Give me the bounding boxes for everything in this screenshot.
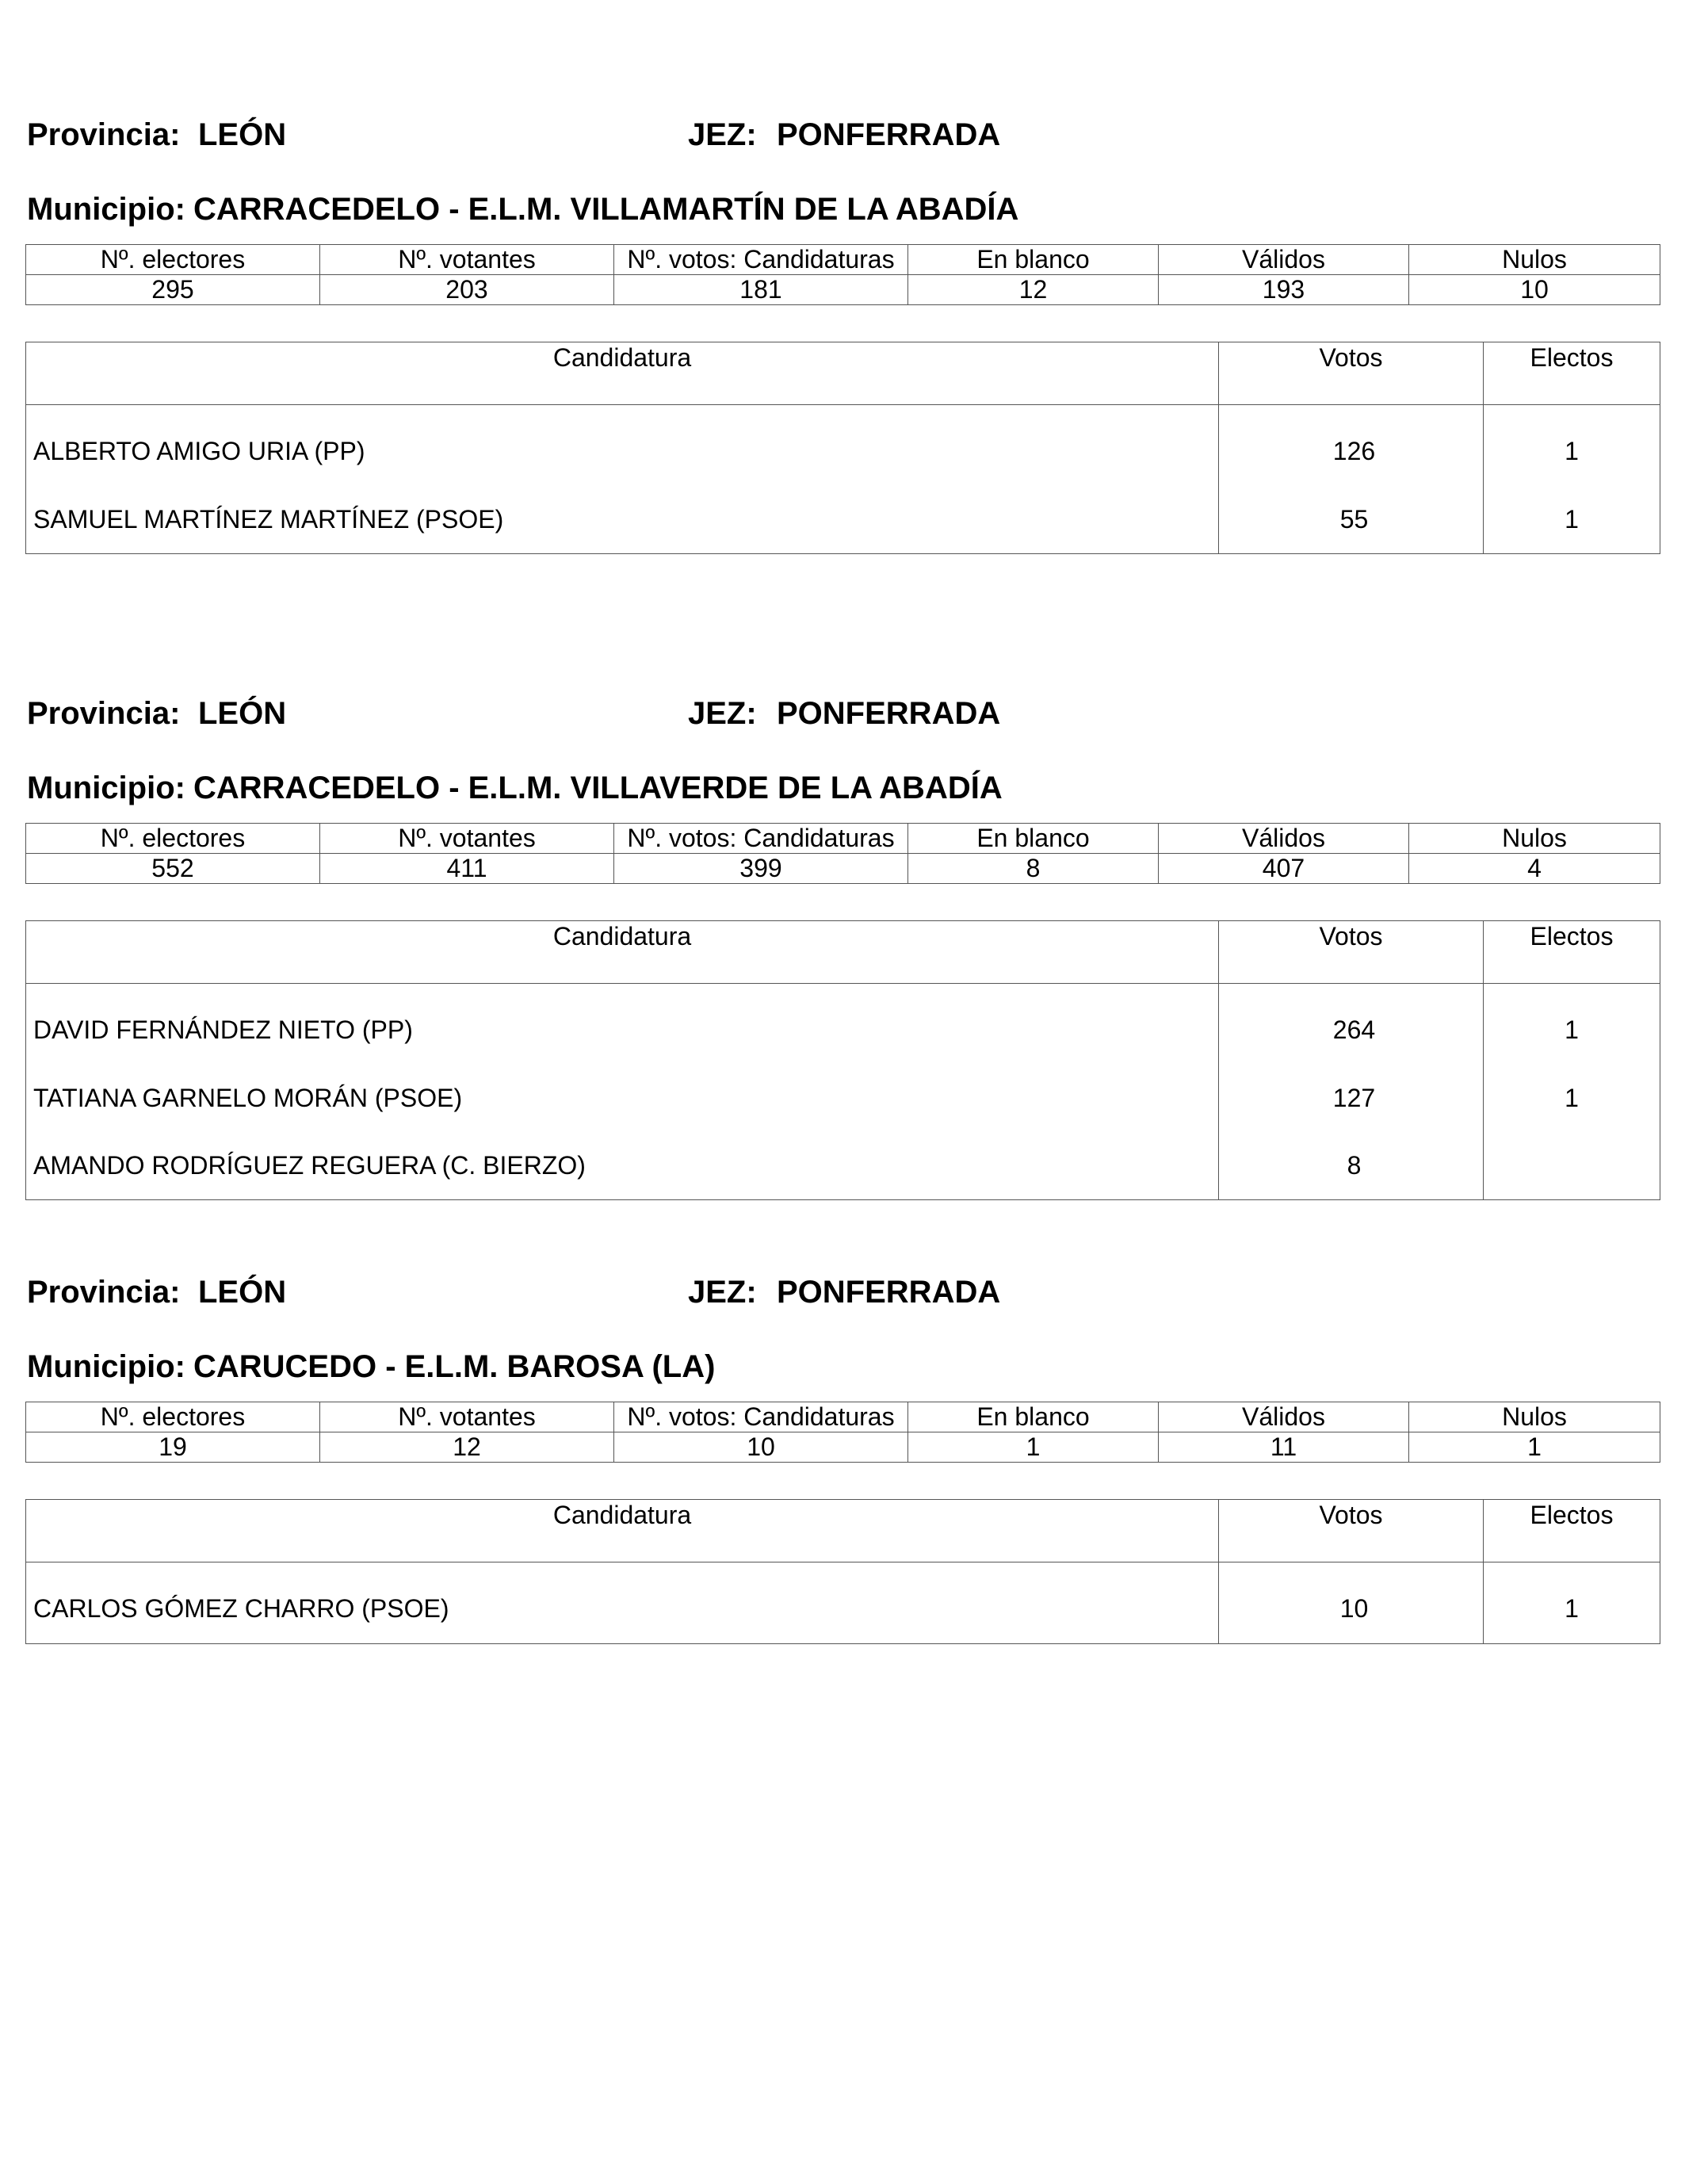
stats-header-cell: Nº. votos: Candidaturas xyxy=(614,245,908,275)
stats-value-cell: 10 xyxy=(614,1432,908,1463)
candidate-electos: 1 xyxy=(1484,984,1660,1065)
stats-value-cell: 295 xyxy=(26,275,320,305)
candidatura-header: Candidatura xyxy=(26,921,1219,984)
candidate-name: TATIANA GARNELO MORÁN (PSOE) xyxy=(26,1065,1219,1132)
candidate-votos: 264 xyxy=(1219,984,1484,1065)
provincia-label: Provincia: xyxy=(27,1275,181,1310)
candidate-electos xyxy=(1484,1132,1660,1200)
electos-header: Electos xyxy=(1484,921,1660,984)
table-row xyxy=(26,984,1660,1065)
stats-value-row xyxy=(26,275,1660,305)
jez-label: JEZ: xyxy=(688,696,757,731)
municipality-section xyxy=(25,690,1660,1180)
header-line xyxy=(25,111,1660,159)
municipio-line xyxy=(27,1343,715,1390)
candidate-votos: 10 xyxy=(1219,1562,1484,1644)
header-line xyxy=(25,1268,1660,1316)
electos-header: Electos xyxy=(1484,342,1660,405)
candidate-electos: 1 xyxy=(1484,405,1660,487)
municipality-section xyxy=(25,111,1660,534)
stats-header-cell: Nulos xyxy=(1409,824,1660,854)
candidate-electos: 1 xyxy=(1484,486,1660,554)
electos-header: Electos xyxy=(1484,1500,1660,1562)
stats-value-cell: 4 xyxy=(1409,854,1660,884)
stats-table xyxy=(25,1402,1660,1463)
stats-header-cell: Nº. electores xyxy=(26,824,320,854)
stats-value-cell: 407 xyxy=(1159,854,1409,884)
stats-header-row xyxy=(26,245,1660,275)
stats-header-cell: Nº. votantes xyxy=(320,824,614,854)
candidates-header-row xyxy=(26,921,1660,984)
stats-header-cell: En blanco xyxy=(908,245,1159,275)
stats-value-cell: 193 xyxy=(1159,275,1409,305)
stats-header-cell: Nº. electores xyxy=(26,1402,320,1432)
municipio-value: CARRACEDELO - E.L.M. VILLAVERDE DE LA ABADÍA xyxy=(193,771,1003,805)
candidate-electos: 1 xyxy=(1484,1065,1660,1132)
jez-label: JEZ: xyxy=(688,1275,757,1310)
candidate-electos: 1 xyxy=(1484,1562,1660,1644)
provincia-value: LEÓN xyxy=(198,117,287,152)
stats-value-cell: 399 xyxy=(614,854,908,884)
stats-table xyxy=(25,823,1660,884)
provincia-label: Provincia: xyxy=(27,696,181,731)
stats-header-cell: En blanco xyxy=(908,824,1159,854)
stats-value-cell: 181 xyxy=(614,275,908,305)
votos-header: Votos xyxy=(1219,921,1484,984)
candidatura-header: Candidatura xyxy=(26,1500,1219,1562)
stats-value-cell: 12 xyxy=(908,275,1159,305)
stats-header-cell: Válidos xyxy=(1159,245,1409,275)
stats-header-cell: Nº. electores xyxy=(26,245,320,275)
table-row xyxy=(26,405,1660,487)
candidate-votos: 126 xyxy=(1219,405,1484,487)
municipio-label: Municipio: xyxy=(27,771,185,805)
municipio-value: CARRACEDELO - E.L.M. VILLAMARTÍN DE LA ABADÍA xyxy=(193,192,1019,227)
stats-header-cell: Nulos xyxy=(1409,245,1660,275)
stats-header-cell: Nº. votos: Candidaturas xyxy=(614,1402,908,1432)
jez-label: JEZ: xyxy=(688,117,757,152)
candidate-name: SAMUEL MARTÍNEZ MARTÍNEZ (PSOE) xyxy=(26,486,1219,554)
municipio-label: Municipio: xyxy=(27,192,185,227)
stats-table xyxy=(25,244,1660,305)
candidate-name: ALBERTO AMIGO URIA (PP) xyxy=(26,405,1219,487)
stats-value-cell: 11 xyxy=(1159,1432,1409,1463)
candidate-votos: 127 xyxy=(1219,1065,1484,1132)
votos-header: Votos xyxy=(1219,342,1484,405)
jez-value: PONFERRADA xyxy=(777,117,1001,152)
municipio-label: Municipio: xyxy=(27,1349,185,1384)
stats-header-cell: Válidos xyxy=(1159,1402,1409,1432)
municipio-line xyxy=(27,186,1018,233)
provincia-label: Provincia: xyxy=(27,117,181,152)
stats-value-cell: 12 xyxy=(320,1432,614,1463)
jez-value: PONFERRADA xyxy=(777,696,1001,731)
stats-value-cell: 203 xyxy=(320,275,614,305)
table-row xyxy=(26,1132,1660,1200)
stats-value-cell: 552 xyxy=(26,854,320,884)
candidates-table xyxy=(25,920,1660,1200)
candidates-header-row xyxy=(26,342,1660,405)
stats-value-row xyxy=(26,854,1660,884)
candidate-name: CARLOS GÓMEZ CHARRO (PSOE) xyxy=(26,1562,1219,1644)
candidate-votos: 8 xyxy=(1219,1132,1484,1200)
provincia-value: LEÓN xyxy=(198,696,287,731)
table-row xyxy=(26,1065,1660,1132)
stats-value-cell: 8 xyxy=(908,854,1159,884)
municipio-line xyxy=(27,764,1003,812)
jez-value: PONFERRADA xyxy=(777,1275,1001,1310)
candidate-name: DAVID FERNÁNDEZ NIETO (PP) xyxy=(26,984,1219,1065)
stats-header-cell: Nº. votantes xyxy=(320,245,614,275)
candidates-header-row xyxy=(26,1500,1660,1562)
stats-header-cell: Nº. votos: Candidaturas xyxy=(614,824,908,854)
header-line xyxy=(25,690,1660,737)
stats-header-row xyxy=(26,824,1660,854)
candidate-votos: 55 xyxy=(1219,486,1484,554)
municipality-section xyxy=(25,1268,1660,1623)
votos-header: Votos xyxy=(1219,1500,1484,1562)
stats-value-cell: 19 xyxy=(26,1432,320,1463)
stats-header-cell: Válidos xyxy=(1159,824,1409,854)
stats-value-cell: 1 xyxy=(1409,1432,1660,1463)
table-row xyxy=(26,1562,1660,1644)
stats-value-cell: 1 xyxy=(908,1432,1159,1463)
candidates-table xyxy=(25,342,1660,554)
stats-header-row xyxy=(26,1402,1660,1432)
stats-header-cell: Nº. votantes xyxy=(320,1402,614,1432)
stats-header-cell: En blanco xyxy=(908,1402,1159,1432)
stats-value-row xyxy=(26,1432,1660,1463)
municipio-value: CARUCEDO - E.L.M. BAROSA (LA) xyxy=(193,1349,716,1384)
candidates-table xyxy=(25,1499,1660,1644)
table-row xyxy=(26,486,1660,554)
candidate-name: AMANDO RODRÍGUEZ REGUERA (C. BIERZO) xyxy=(26,1132,1219,1200)
stats-header-cell: Nulos xyxy=(1409,1402,1660,1432)
provincia-value: LEÓN xyxy=(198,1275,287,1310)
stats-value-cell: 10 xyxy=(1409,275,1660,305)
stats-value-cell: 411 xyxy=(320,854,614,884)
candidatura-header: Candidatura xyxy=(26,342,1219,405)
